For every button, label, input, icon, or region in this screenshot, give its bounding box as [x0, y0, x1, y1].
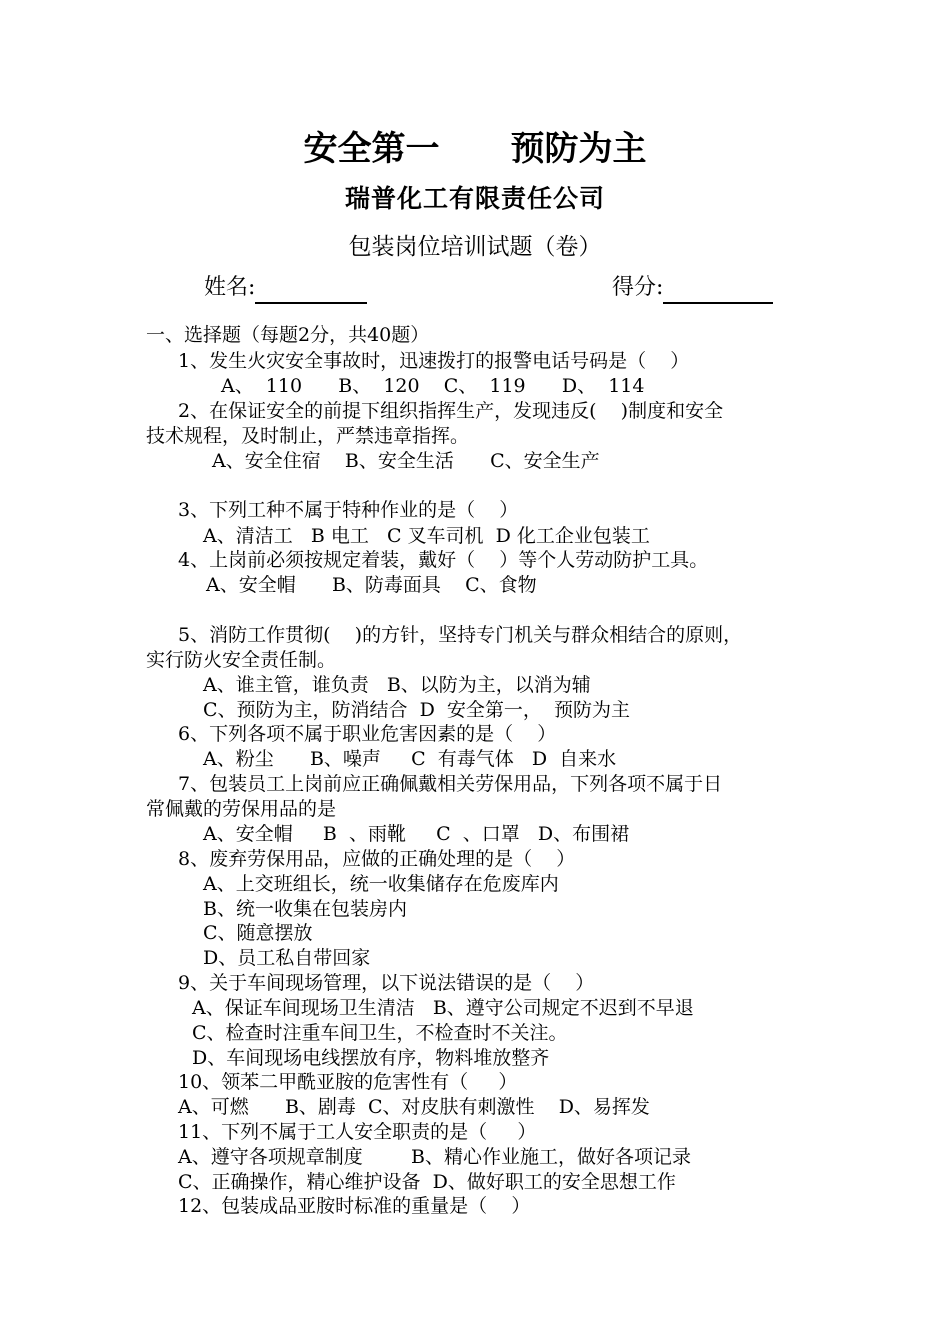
question-line: 2、在保证安全的前提下组织指挥生产，发现违反( )制度和安全: [178, 400, 724, 422]
option-line: A、 110 B、 120 C、 119 D、 114: [221, 375, 645, 397]
option-line: A、遵守各项规章制度 B、精心作业施工，做好各项记录: [178, 1146, 692, 1168]
score-field: [612, 272, 773, 304]
option-line: A、安全帽 B、防毒面具 C、食物: [206, 574, 537, 596]
question-line: 技术规程，及时制止，严禁违章指挥。: [146, 425, 470, 447]
score-blank[interactable]: [663, 278, 773, 304]
option-line: C、预防为主，防消结合 D 安全第一， 预防为主: [203, 699, 631, 721]
option-line: C、检查时注重车间卫生，不检查时不关注。: [192, 1022, 568, 1044]
question-line: 10、领苯二甲酰亚胺的危害性有（ ）: [178, 1071, 518, 1093]
company-name: 瑞普化工有限责任公司: [344, 184, 605, 213]
question-line: 常佩戴的劳保用品的是: [146, 798, 337, 820]
name-blank[interactable]: [255, 278, 367, 304]
option-line: A、保证车间现场卫生清洁 B、遵守公司规定不迟到不早退: [192, 997, 694, 1019]
option-line: C、随意摆放: [203, 922, 313, 944]
option-line: A、可燃 B、剧毒 C、对皮肤有刺激性 D、易挥发: [178, 1096, 650, 1118]
option-line: D、车间现场电线摆放有序，物料堆放整齐: [192, 1047, 550, 1069]
option-line: A、安全住宿 B、安全生活 C、安全生产: [212, 450, 600, 472]
question-line: 1、发生火灾安全事故时，迅速拨打的报警电话号码是（ ）: [178, 350, 690, 372]
exam-title: 包装岗位培训试题（卷）: [348, 234, 602, 260]
question-line: 6、下列各项不属于职业危害因素的是（ ）: [178, 723, 557, 745]
option-line: A、安全帽 B 、雨靴 C 、口罩 D、布围裙: [203, 823, 630, 845]
question-line: 7、包装员工上岗前应正确佩戴相关劳保用品，下列各项不属于日: [178, 773, 723, 795]
slogan-heading: 安全第一 预防为主: [303, 129, 647, 169]
question-line: 3、下列工种不属于特种作业的是（ ）: [178, 499, 519, 521]
option-line: A、谁主管，谁负责 B、以防为主，以消为辅: [203, 674, 591, 696]
score-label: 得分:: [612, 275, 664, 300]
name-label: 姓名:: [204, 275, 256, 300]
question-line: 8、废弃劳保用品，应做的正确处理的是（ ）: [178, 848, 576, 870]
section-heading: 一、选择题（每题2分，共40题）: [146, 324, 430, 346]
question-line: 实行防火安全责任制。: [146, 649, 337, 671]
name-field: [204, 272, 367, 304]
question-line: 12、包装成品亚胺时标准的重量是（ ）: [178, 1195, 531, 1217]
option-line: A、粉尘 B、噪声 C 有毒气体 D 自来水: [203, 748, 617, 770]
option-line: A、清洁工 B 电工 C 叉车司机 D 化工企业包装工: [203, 525, 650, 547]
question-line: 9、关于车间现场管理，以下说法错误的是（ ）: [178, 972, 595, 994]
question-line: 11、下列不属于工人安全职责的是（ ）: [178, 1121, 537, 1143]
option-line: C、正确操作，精心维护设备 D、做好职工的安全思想工作: [178, 1171, 676, 1193]
option-line: A、上交班组长，统一收集储存在危废库内: [203, 873, 559, 895]
question-line: 5、消防工作贯彻( )的方针，坚持专门机关与群众相结合的原则，: [178, 624, 743, 646]
option-line: D、员工私自带回家: [203, 947, 371, 969]
question-line: 4、上岗前必须按规定着装，戴好（ ）等个人劳动防护工具。: [178, 549, 709, 571]
option-line: B、统一收集在包装房内: [203, 898, 407, 920]
